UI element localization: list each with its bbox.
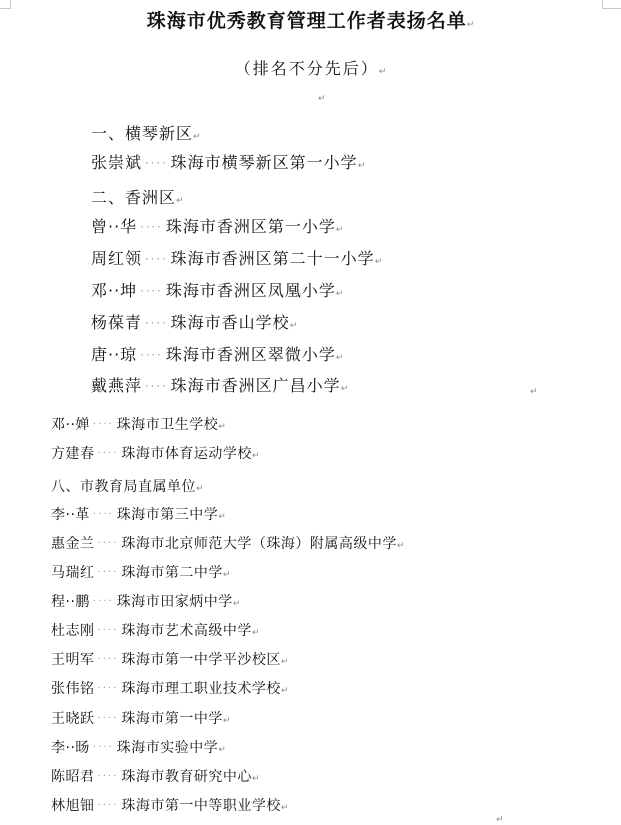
person-name: 杜志刚 [51,623,95,639]
paragraph-mark-icon: ↵ [335,353,344,363]
leader-dots: ···· [97,799,119,811]
leader-dots: ···· [97,653,119,665]
paragraph-mark-icon: ↵ [218,512,226,522]
organization-name: 珠海市香山学校 [170,313,290,332]
paragraph-mark-icon: ↵ [193,132,201,142]
section-heading-text: 二、香洲区 [91,188,177,207]
list-item [91,283,343,299]
person-name: 邓··坤 [91,281,138,300]
paragraph-mark-icon: ↵ [218,745,226,755]
leader-dots: ···· [145,315,168,330]
organization-name: 珠海市横琴新区第一小学 [170,153,358,172]
organization-name: 珠海市理工职业技术学校 [121,681,281,697]
organization-name: 珠海市第一中学平沙校区 [121,652,281,668]
paragraph-mark-icon: ↵ [251,628,260,638]
paragraph-mark-icon: ↵ [396,541,405,551]
person-name: 马瑞红 [51,565,95,581]
organization-name: 珠海市香洲区翠微小学 [165,345,336,364]
organization-name: 珠海市香洲区第一小学 [165,217,336,236]
person-name: 杨葆青 [91,313,143,332]
organization-name: 珠海市艺术高级中学 [121,623,252,639]
leader-dots: ···· [97,682,119,694]
paragraph-mark-icon: ↵ [374,257,383,267]
person-name: 周红领 [91,249,143,268]
leader-dots: ···· [97,712,119,724]
paragraph-mark-icon: ↵ [232,599,241,609]
list-item [51,595,240,609]
paragraph-mark-icon: ↵ [196,484,204,494]
list-item [51,418,226,432]
paragraph-mark-icon: ↵ [251,451,260,461]
section-heading-text: 一、横琴新区 [91,124,194,143]
leader-dots: ···· [145,155,168,170]
person-name: 邓··婵 [51,417,90,433]
leader-dots: ···· [92,595,114,607]
document-subtitle: （排名不分先后）↵ [234,59,387,78]
paragraph-mark-icon: ↵ [335,225,344,235]
paragraph-mark-icon: ↵ [340,384,349,394]
organization-name: 珠海市香洲区第二十一小学 [170,249,375,268]
list-item [91,219,343,235]
organization-name: 珠海市实验中学 [116,740,219,756]
list-item [91,378,348,394]
organization-name: 珠海市第二中学 [121,565,223,581]
person-name: 张伟铭 [51,681,95,697]
leader-dots: ···· [97,770,119,782]
person-name: 李··旸 [51,740,90,756]
list-item [51,537,404,551]
list-item [51,712,230,726]
organization-name: 珠海市香洲区凤凰小学 [165,281,336,300]
person-name: 方建春 [51,446,95,462]
person-name: 王明军 [51,652,95,668]
organization-name: 珠海市田家炳中学 [116,594,233,610]
list-item [51,653,288,667]
leader-dots: ···· [97,447,119,459]
organization-name: 珠海市第一中等职业学校 [121,798,281,814]
paragraph-mark-icon: ↵ [357,161,366,171]
list-item [51,799,288,813]
organization-name: 珠海市教育研究中心 [121,769,252,785]
list-item [51,682,288,696]
organization-name: 珠海市第一中学 [121,711,223,727]
leader-dots: ···· [92,741,114,753]
leader-dots: ···· [140,347,163,362]
list-item [91,315,297,331]
paragraph-mark-icon: ↵ [530,387,538,397]
paragraph-mark-icon: ↵ [251,774,260,784]
paragraph-mark-icon: ↵ [318,94,326,104]
leader-dots: ···· [97,624,119,636]
organization-name: 珠海市北京师范大学（珠海）附属高级中学 [121,536,397,552]
list-item [91,251,382,267]
organization-name: 珠海市香洲区广昌小学 [170,376,341,395]
list-item [91,155,365,171]
paragraph-mark-icon: ↵ [280,686,289,696]
paragraph-mark-icon: ↵ [176,196,184,206]
organization-name: 珠海市卫生学校 [116,417,219,433]
person-name: 曾··华 [91,217,138,236]
leader-dots: ···· [145,378,168,393]
section-heading [51,480,204,494]
list-item [51,741,226,755]
list-item [51,566,230,580]
person-name: 唐··琼 [91,345,138,364]
leader-dots: ···· [92,508,114,520]
paragraph-mark-icon: ↵ [335,289,344,299]
paragraph-mark-icon: ↵ [218,422,226,432]
organization-name: 珠海市体育运动学校 [121,446,252,462]
leader-dots: ···· [92,418,114,430]
person-name: 王晓跃 [51,711,95,727]
document-title: 珠海市优秀教育管理工作者表扬名单↵ [146,10,475,32]
person-name: 陈昭君 [51,769,95,785]
organization-name: 珠海市第三中学 [116,507,219,523]
section-heading-text: 八、市教育局直属单位 [51,479,196,495]
person-name: 李··革 [51,507,90,523]
person-name: 惠金兰 [51,536,95,552]
paragraph-mark-icon: ↵ [222,716,231,726]
list-item [51,508,226,522]
leader-dots: ···· [97,566,119,578]
person-name: 程··鹏 [51,594,90,610]
list-item [51,624,259,638]
list-item [51,770,259,784]
leader-dots: ···· [145,251,168,266]
paragraph-mark-icon: ↵ [280,657,289,667]
leader-dots: ···· [140,219,163,234]
person-name: 林旭钿 [51,798,95,814]
section-heading [91,190,184,206]
list-item [51,447,259,461]
paragraph-mark-icon: ↵ [496,815,504,825]
paragraph-mark-icon: ↵ [280,803,289,813]
paragraph-mark-icon: ↵ [289,321,298,331]
person-name: 戴燕萍 [91,376,143,395]
leader-dots: ···· [97,537,119,549]
list-item [91,347,343,363]
paragraph-mark-icon: ↵ [378,67,387,77]
paragraph-mark-icon: ↵ [466,20,475,30]
person-name: 张崇斌 [91,153,143,172]
leader-dots: ···· [140,283,163,298]
paragraph-mark-icon: ↵ [222,570,231,580]
section-heading [91,126,201,142]
